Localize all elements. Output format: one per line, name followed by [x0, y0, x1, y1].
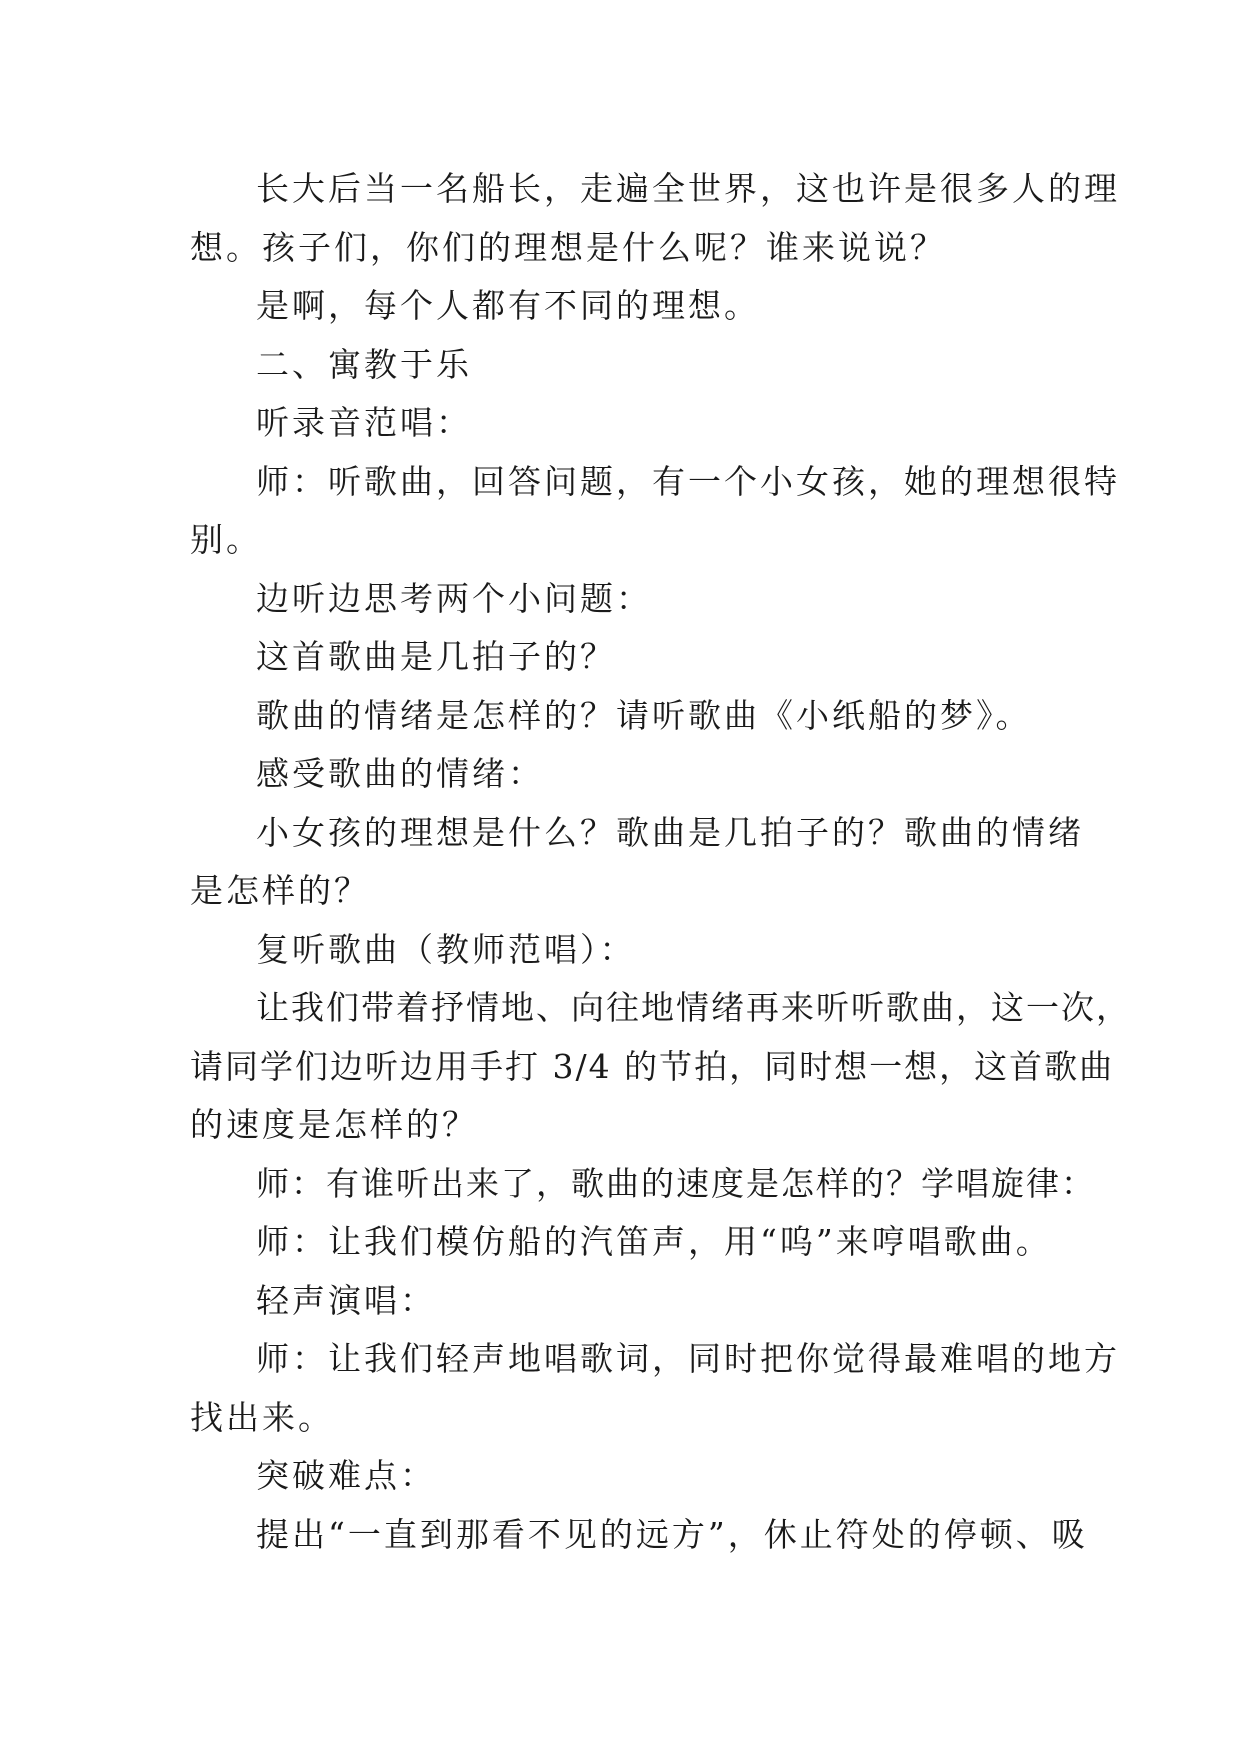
text-line: 长大后当一名船长，走遍全世界，这也许是很多人的理 [256, 169, 1120, 208]
text-line: 小女孩的理想是什么？歌曲是几拍子的？歌曲的情绪 [256, 812, 1084, 852]
text-line: 这首歌曲是几拍子的？ [256, 637, 616, 676]
text-line: 师：听歌曲，回答问题，有一个小女孩，她的理想很特 [256, 461, 1120, 501]
text-line: 复听歌曲（教师范唱）： [256, 929, 636, 969]
text-line: 师：让我们轻声地唱歌词，同时把你觉得最难唱的地方 [256, 1339, 1120, 1378]
text-line: 感受歌曲的情绪： [256, 754, 544, 793]
text-line: 师：让我们模仿船的汽笛声，用“呜”来哼唱歌曲。 [256, 1222, 1052, 1261]
document-body [190, 160, 1131, 1564]
text-line: 师：有谁听出来了，歌曲的速度是怎样的？学唱旋律： [256, 1163, 1096, 1203]
text-line: 提出“一直到那看不见的远方”，休止符处的停顿、吸 [256, 1514, 1088, 1554]
text-line: 边听边思考两个小问题： [256, 578, 652, 618]
section-heading: 二、寓教于乐 [256, 344, 472, 384]
text-line: 轻声演唱： [256, 1280, 436, 1320]
text-line: 突破难点： [256, 1456, 436, 1495]
text-line: 请同学们边听边用手打 3/4 的节拍，同时想一想，这首歌曲 [190, 1046, 1115, 1086]
text-line: 歌曲的情绪是怎样的？请听歌曲《小纸船的梦》。 [256, 695, 1032, 735]
text-line: 是怎样的？ [190, 871, 370, 910]
text-line: 找出来。 [190, 1397, 334, 1437]
text-line: 听录音范唱： [256, 403, 472, 442]
text-line: 别。 [190, 520, 262, 559]
text-line: 想。孩子们，你们的理想是什么呢？谁来说说？ [190, 227, 946, 267]
text-line: 让我们带着抒情地、向往地情绪再来听听歌曲，这一次， [256, 988, 1131, 1027]
text-line: 是啊，每个人都有不同的理想。 [256, 286, 760, 325]
text-line: 的速度是怎样的？ [190, 1105, 478, 1144]
